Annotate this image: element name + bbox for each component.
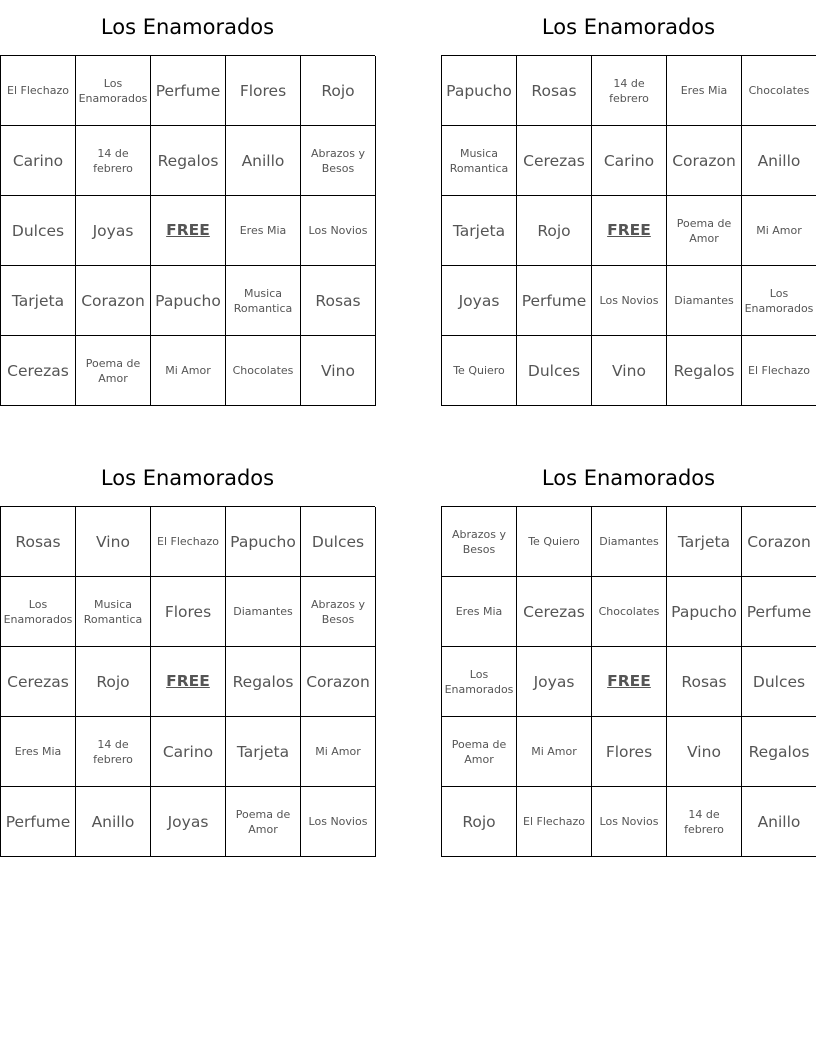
bingo-cell: Poema de Amor <box>667 196 742 266</box>
bingo-cell: Cerezas <box>1 336 76 406</box>
bingo-cell: Eres Mia <box>667 56 742 126</box>
card-title: Los Enamorados <box>100 15 275 39</box>
bingo-cell: Carino <box>1 126 76 196</box>
bingo-cell: Rojo <box>76 647 151 717</box>
bingo-cell: Dulces <box>517 336 592 406</box>
bingo-card-4 <box>441 451 816 857</box>
bingo-cell: Eres Mia <box>1 717 76 787</box>
bingo-cell: Anillo <box>742 126 816 196</box>
bingo-cell: Los Enamorados <box>76 56 151 126</box>
bingo-cell: Los Novios <box>301 196 376 266</box>
bingo-cell: Papucho <box>226 507 301 577</box>
bingo-cell: Regalos <box>742 717 816 787</box>
bingo-cell: Diamantes <box>667 266 742 336</box>
bingo-cell: Los Enamorados <box>442 647 517 717</box>
bingo-grid <box>0 506 375 857</box>
bingo-cell: Rosas <box>667 647 742 717</box>
bingo-cell: Regalos <box>151 126 226 196</box>
bingo-cell: Vino <box>667 717 742 787</box>
bingo-cell: Abrazos y Besos <box>301 126 376 196</box>
bingo-cell: Cerezas <box>517 126 592 196</box>
bingo-cell: Flores <box>226 56 301 126</box>
bingo-cell: Joyas <box>76 196 151 266</box>
bingo-cell: Joyas <box>151 787 226 857</box>
bingo-cell: Dulces <box>1 196 76 266</box>
bingo-grid <box>441 506 816 857</box>
bingo-cell: Carino <box>151 717 226 787</box>
bingo-cell: Mi Amor <box>517 717 592 787</box>
bingo-cell: 14 de febrero <box>76 717 151 787</box>
bingo-cell: Dulces <box>742 647 816 717</box>
bingo-cell: Musica Romantica <box>226 266 301 336</box>
bingo-cell: Chocolates <box>226 336 301 406</box>
bingo-cell: Anillo <box>226 126 301 196</box>
card-title: Los Enamorados <box>541 466 716 490</box>
bingo-cell: Carino <box>592 126 667 196</box>
free-space-cell: FREE <box>592 647 667 717</box>
bingo-cell: Perfume <box>742 577 816 647</box>
bingo-cell: El Flechazo <box>517 787 592 857</box>
bingo-cell: El Flechazo <box>151 507 226 577</box>
bingo-cell: Tarjeta <box>442 196 517 266</box>
bingo-cell: Poema de Amor <box>226 787 301 857</box>
bingo-cell: Papucho <box>151 266 226 336</box>
bingo-cell: Chocolates <box>742 56 816 126</box>
bingo-cell: Abrazos y Besos <box>442 507 517 577</box>
bingo-cell: 14 de febrero <box>76 126 151 196</box>
bingo-cell: Tarjeta <box>1 266 76 336</box>
bingo-cell: Flores <box>151 577 226 647</box>
bingo-cell: Cerezas <box>1 647 76 717</box>
bingo-cell: Perfume <box>1 787 76 857</box>
bingo-cell: Mi Amor <box>301 717 376 787</box>
bingo-cell: Musica Romantica <box>442 126 517 196</box>
bingo-cell: Joyas <box>442 266 517 336</box>
bingo-cell: Los Novios <box>592 787 667 857</box>
bingo-grid <box>441 55 816 406</box>
bingo-grid <box>0 55 375 406</box>
bingo-cell: Poema de Amor <box>76 336 151 406</box>
bingo-cell: Chocolates <box>592 577 667 647</box>
bingo-cell: Rojo <box>301 56 376 126</box>
bingo-cell: Corazon <box>667 126 742 196</box>
bingo-cell: Anillo <box>76 787 151 857</box>
bingo-card-3 <box>0 451 375 857</box>
bingo-cell: Los Enamorados <box>1 577 76 647</box>
bingo-cell: Rosas <box>1 507 76 577</box>
bingo-cell: Los Novios <box>592 266 667 336</box>
bingo-cell: Diamantes <box>226 577 301 647</box>
bingo-cell: Abrazos y Besos <box>301 577 376 647</box>
bingo-cell: El Flechazo <box>1 56 76 126</box>
bingo-cell: Diamantes <box>592 507 667 577</box>
bingo-cell: Joyas <box>517 647 592 717</box>
bingo-cell: Papucho <box>442 56 517 126</box>
bingo-cell: Te Quiero <box>442 336 517 406</box>
bingo-cell: 14 de febrero <box>592 56 667 126</box>
free-space-cell: FREE <box>151 196 226 266</box>
bingo-cell: Rosas <box>301 266 376 336</box>
bingo-cell: Cerezas <box>517 577 592 647</box>
bingo-card-2 <box>441 0 816 406</box>
bingo-cell: Eres Mia <box>226 196 301 266</box>
bingo-cell: Vino <box>76 507 151 577</box>
bingo-cell: Rojo <box>442 787 517 857</box>
bingo-cell: Regalos <box>226 647 301 717</box>
bingo-cell: Eres Mia <box>442 577 517 647</box>
bingo-cell: Corazon <box>742 507 816 577</box>
bingo-card-1 <box>0 0 375 406</box>
bingo-cell: Dulces <box>301 507 376 577</box>
bingo-cell: Tarjeta <box>667 507 742 577</box>
free-space-cell: FREE <box>592 196 667 266</box>
bingo-cell: Perfume <box>517 266 592 336</box>
bingo-cell: Corazon <box>301 647 376 717</box>
bingo-cell: Anillo <box>742 787 816 857</box>
bingo-cell: Poema de Amor <box>442 717 517 787</box>
bingo-cell: Perfume <box>151 56 226 126</box>
bingo-cell: Los Novios <box>301 787 376 857</box>
free-space-cell: FREE <box>151 647 226 717</box>
bingo-cell: Corazon <box>76 266 151 336</box>
bingo-cell: Te Quiero <box>517 507 592 577</box>
bingo-cell: Musica Romantica <box>76 577 151 647</box>
card-title: Los Enamorados <box>100 466 275 490</box>
bingo-cell: 14 de febrero <box>667 787 742 857</box>
card-title: Los Enamorados <box>541 15 716 39</box>
bingo-cell: Flores <box>592 717 667 787</box>
bingo-cell: Rosas <box>517 56 592 126</box>
bingo-cell: El Flechazo <box>742 336 816 406</box>
bingo-cell: Tarjeta <box>226 717 301 787</box>
bingo-cell: Rojo <box>517 196 592 266</box>
bingo-cell: Papucho <box>667 577 742 647</box>
bingo-cell: Regalos <box>667 336 742 406</box>
bingo-cell: Mi Amor <box>151 336 226 406</box>
bingo-cell: Mi Amor <box>742 196 816 266</box>
bingo-cell: Vino <box>301 336 376 406</box>
bingo-cell: Los Enamorados <box>742 266 816 336</box>
bingo-cell: Vino <box>592 336 667 406</box>
